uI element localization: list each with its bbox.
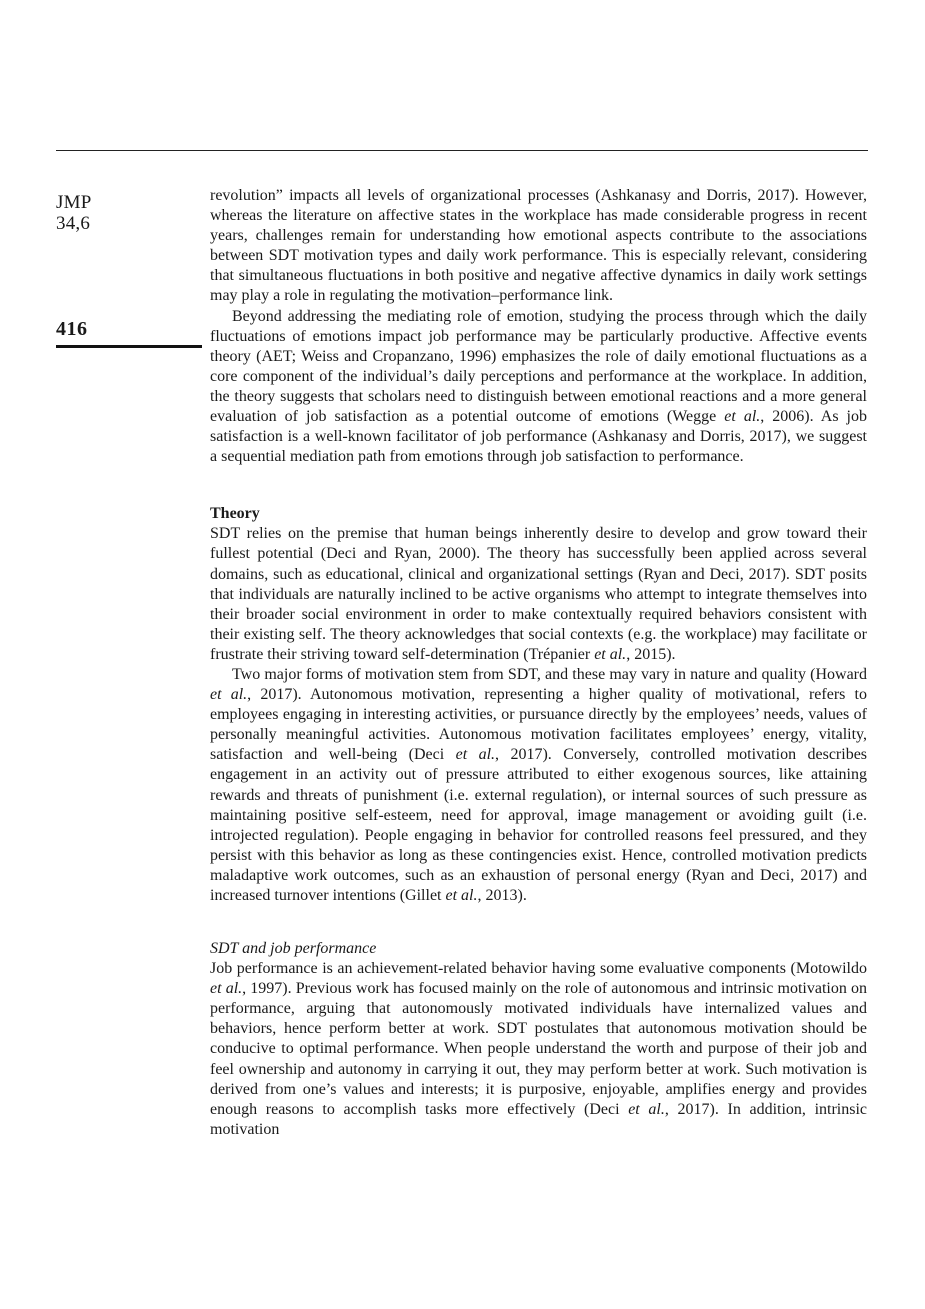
italic-text: et al.: [628, 1100, 665, 1118]
page-number: 416: [56, 318, 88, 340]
paragraph: Job performance is an achievement-related behavior having some evaluative components (Motowildo et al., 1997). Previous work has focused mainly on the role of autonomous and intrinsic motivation on performance, arguing that autonomously motivated individuals have internalized values and behaviors, hence perform better at work. SDT postulates that autonomous motivation should be conducive to optimal performance. When people understand the worth and purpose of their job and feel ownership and autonomy in carrying it out, they may perform better at work. Such motivation is derived from one’s values and interests; it is purposive, enjoyable, amplifies energy and provides enough reasons to accomplish tasks more effectively (Deci et al., 2017). In addition, intrinsic motivation: [210, 960, 868, 1138]
italic-text: et al.: [445, 887, 478, 904]
header-rule: [56, 150, 868, 151]
italic-text: et al.: [210, 980, 243, 998]
paragraph: revolution” impacts all levels of organizational processes (Ashkanasy and Dorris, 2017). However, whereas the literature on affective states in the workplace has made considerable progress in recent years, challenges remain for understanding how emotional aspects contribute to the associations between SDT motivation types and daily work performance. This is especially relevant, considering that simultaneous fluctuations in both positive and negative affective dynamics in daily work settings may play a role in regulating the motivation–performance link.: [210, 187, 867, 305]
journal-abbrev: JMP: [56, 192, 92, 213]
article-body: [210, 186, 867, 1140]
italic-text: et al.: [724, 408, 761, 426]
subsection-heading-sdt-job-performance: SDT and job performance: [210, 940, 377, 958]
italic-text: et al.: [455, 746, 496, 764]
italic-text: et al.: [594, 645, 627, 663]
paragraph: Beyond addressing the mediating role of emotion, studying the process through which the daily fluctuations of emotions impact job performance may be particularly productive. Affective events theory (AET; Weiss and Cropanzano, 1996) emphasizes the role of daily emotional fluctuations as a core component of the individual’s daily perceptions and performance at the workplace. In addition, the theory suggests that scholars need to distinguish between emotional reactions and a more general evaluation of job satisfaction as a potential outcome of emotions (Wegge et al., 2006). As job satisfaction is a well-known facilitator of job performance (Ashkanasy and Dorris, 2017), we suggest a sequential mediation path from emotions through job satisfaction to performance.: [210, 307, 868, 466]
paragraph: SDT relies on the premise that human beings inherently desire to develop and grow toward their fullest potential (Deci and Ryan, 2000). The theory has successfully been applied across several domains, such as educational, clinical and organizational settings (Ryan and Deci, 2017). SDT posits that individuals are naturally inclined to be active organisms who attempt to integrate themselves into their broader social environment in order to make contextually required behaviors consistent with their existing self. The theory acknowledges that social contexts (e.g. the workplace) may facilitate or frustrate their striving toward self-determination (Trépanier et al., 2015).: [210, 525, 867, 663]
paragraph: Two major forms of motivation stem from SDT, and these may vary in nature and quality (Howard et al., 2017). Autonomous motivation, representing a higher quality of motivational, refers to employees engaging in interesting activities, or pursuance directly by the employees’ needs, values of personally meaningful activities. Autonomous motivation facilitates employees’ energy, vitality, satisfaction and well-being (Deci et al., 2017). Conversely, controlled motivation describes engagement in an activity out of pressure attributed to either exogenous sources, like attaining rewards and threats of punishment (i.e. external regulation), or internal sources of such pressure as maintaining positive self-esteem, need for approval, image management or avoiding guilt (i.e. introjected regulation). People engaging in behavior for controlled reasons feel pressured, and they persist with this behavior as long as these contingencies exist. Hence, controlled motivation predicts maladaptive work outcomes, such as an exhaustion of personal energy (Ryan and Deci, 2017) and increased turnover intentions (Gillet et al., 2013).: [210, 665, 868, 904]
italic-text: et al.: [210, 686, 248, 704]
journal-info: [56, 192, 91, 234]
section-heading-theory: Theory: [210, 505, 260, 523]
page-number-rule: [56, 345, 202, 348]
volume-issue: 34,6: [56, 213, 91, 234]
